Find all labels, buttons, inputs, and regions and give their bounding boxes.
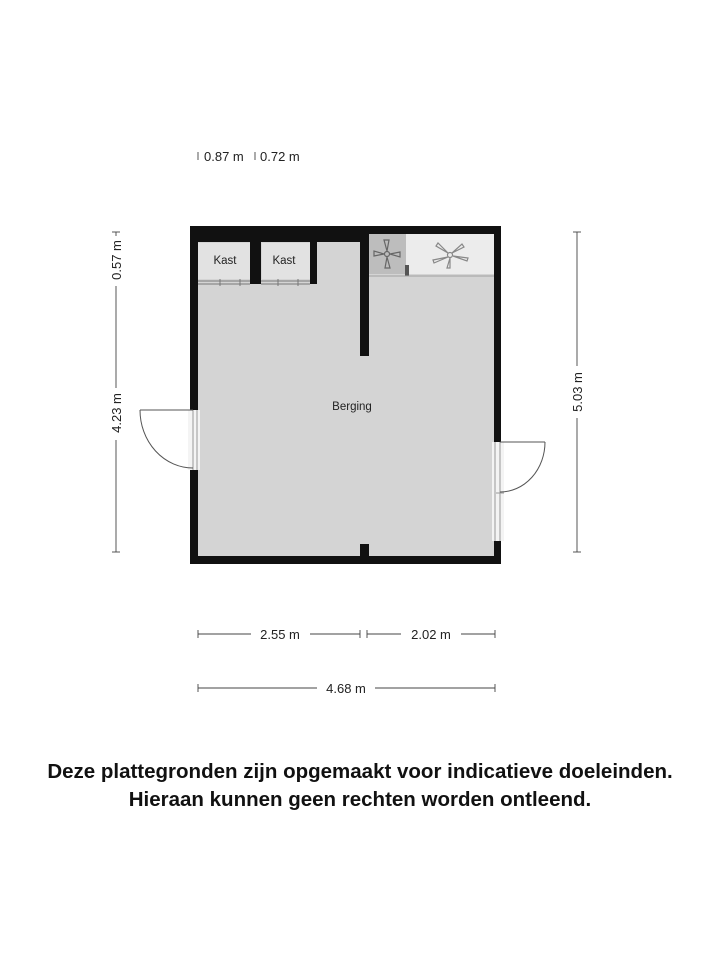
dim-bottom-b: 2.02 m: [411, 627, 451, 642]
disclaimer-line-1: Deze plattegronden zijn opgemaakt voor indicatieve doeleinden.: [47, 760, 673, 783]
left-door-swing: [140, 410, 193, 468]
dim-bottom-total: 4.68 m: [326, 681, 366, 696]
dim-left-main: 4.23 m: [109, 393, 124, 433]
interior-wall-stub: [360, 544, 369, 558]
interior-wall: [360, 226, 369, 356]
closet-side-wall: [310, 242, 317, 284]
dim-top-small-a: 0.87 m: [204, 149, 244, 164]
utility-connector: [405, 265, 409, 276]
closet-left-label: Kast: [213, 255, 237, 267]
closet-divider-wall: [250, 242, 261, 284]
dim-left-upper: 0.57 m: [109, 240, 124, 280]
room-label-berging: Berging: [332, 401, 372, 413]
dim-right-total: 5.03 m: [570, 372, 585, 412]
disclaimer-line-2: Hieraan kunnen geen rechten worden ontleend.: [128, 788, 592, 811]
dim-top-small-b: 0.72 m: [260, 149, 300, 164]
left-door-opening: [188, 410, 200, 470]
right-door-swing: [500, 442, 545, 492]
dim-bottom-a: 2.55 m: [260, 627, 300, 642]
closet-right-label: Kast: [272, 255, 296, 267]
floor-area: [198, 242, 494, 556]
